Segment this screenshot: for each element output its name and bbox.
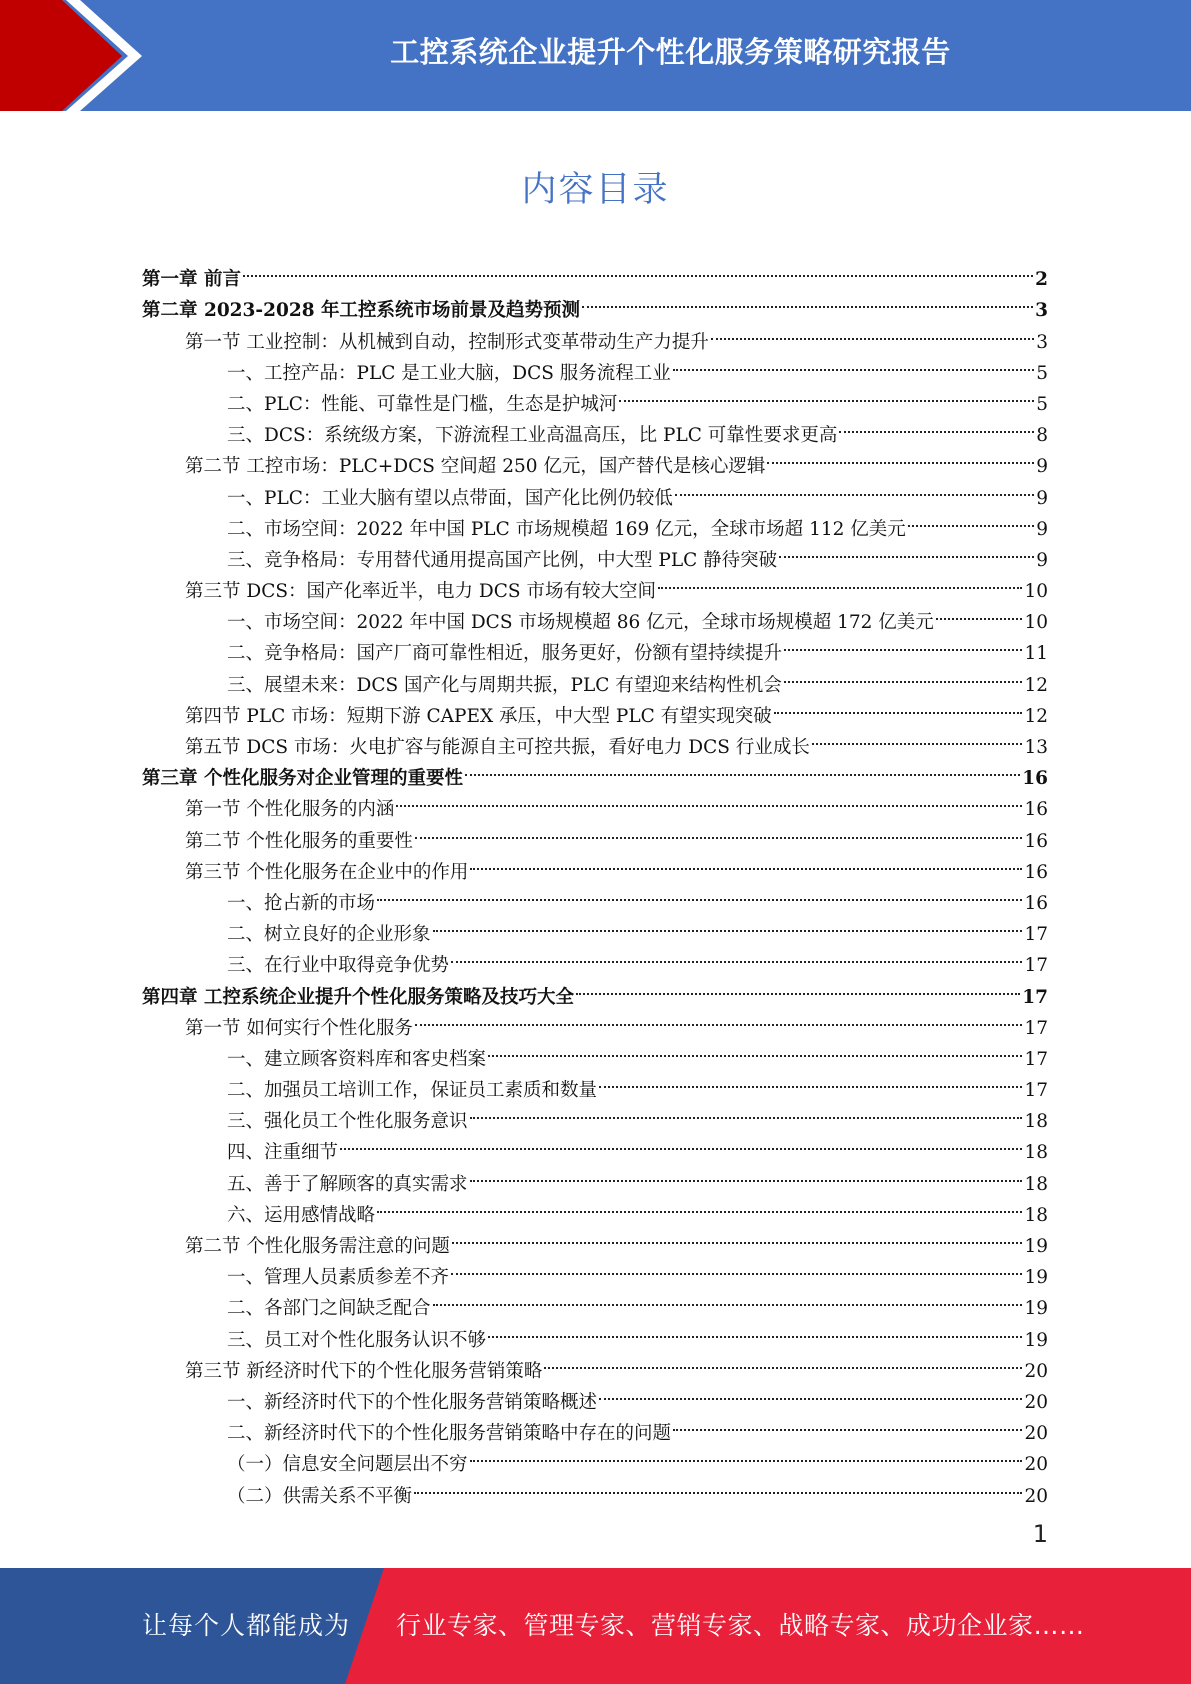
toc-entry-page: 9	[1036, 549, 1048, 571]
toc-entry-page: 9	[1036, 518, 1048, 540]
toc-entry[interactable]	[142, 285, 1048, 322]
toc-entry-label: 第二节 个性化服务需注意的问题	[185, 1236, 450, 1257]
toc-entry-label: （一）信息安全问题层出不穷	[227, 1454, 468, 1476]
toc-dot-leader	[414, 1470, 1022, 1501]
toc-dot-leader	[936, 597, 1023, 628]
toc-entry-label: 一、新经济时代下的个性化服务营销策略概述	[227, 1391, 598, 1413]
toc-entry-label: 二、加强员工培训工作，保证员工素质和数量	[227, 1080, 598, 1102]
toc-entry-label: 二、各部门之间缺乏配合	[227, 1298, 431, 1320]
toc-entry-page: 2	[1035, 269, 1048, 291]
toc-dot-leader	[673, 348, 1034, 379]
toc-entry-label: 一、市场空间：2022 年中国 DCS 市场规模超 86 亿元，全球市场规模超 172 亿美元	[227, 612, 934, 634]
toc-dot-leader	[576, 971, 1020, 1002]
toc-entry-label: 第一章 前言	[142, 269, 241, 291]
page-number: 1	[1032, 1520, 1048, 1548]
toc-dot-leader	[433, 909, 1023, 940]
toc-entry-label: 三、竞争格局：专用替代通用提高国产比例，中大型 PLC 静待突破	[227, 549, 778, 571]
toc-entry-label: 第三节 新经济时代下的个性化服务营销策略	[185, 1360, 543, 1382]
toc-entry-label: 三、员工对个性化服务认识不够	[227, 1329, 487, 1351]
toc-dot-leader	[396, 784, 1022, 815]
toc-entry-label: 三、DCS：系统级方案，下游流程工业高温高压，比 PLC 可靠性要求更高	[227, 425, 838, 447]
toc-entry-page: 16	[1024, 861, 1048, 883]
toc-entry-page: 17	[1024, 924, 1048, 946]
toc-entry-label: 二、竞争格局：国产厂商可靠性相近，服务更好，份额有望持续提升	[227, 643, 783, 665]
toc-entry-page: 18	[1024, 1111, 1048, 1133]
toc-dot-leader	[675, 472, 1034, 503]
toc-entry-page: 12	[1024, 705, 1048, 727]
toc-entry-page: 3	[1035, 300, 1048, 322]
toc-entry-label: 第四章 工控系统企业提升个性化服务策略及技巧大全	[142, 986, 574, 1008]
header-red-arrow-decoration	[0, 0, 150, 111]
toc-entry-label: 六、运用感情战略	[227, 1204, 376, 1226]
toc-entry-label: 第三节 DCS：国产化率近半，电力 DCS 市场有较大空间	[185, 581, 656, 603]
toc-entry-label: 四、注重细节	[227, 1142, 339, 1164]
toc-dot-leader	[488, 1314, 1022, 1345]
toc-entry-page: 20	[1024, 1391, 1048, 1413]
toc-entry-page: 9	[1036, 487, 1048, 509]
toc-entry-label: 一、抢占新的市场	[227, 892, 376, 914]
toc-entry-page: 19	[1024, 1329, 1048, 1351]
toc-dot-leader	[658, 566, 1022, 597]
toc-entry-page: 17	[1022, 986, 1048, 1008]
toc-dot-leader	[839, 410, 1034, 441]
toc-entry-label: 第二节 工控市场：PLC+DCS 空间超 250 亿元，国产替代是核心逻辑	[185, 456, 766, 478]
toc-entry-page: 11	[1024, 643, 1048, 665]
toc-entry-label: 二、市场空间：2022 年中国 PLC 市场规模超 169 亿元，全球市场超 112 亿美元	[227, 518, 906, 540]
toc-entry-page: 5	[1036, 362, 1048, 384]
toc-entry-page: 19	[1024, 1267, 1048, 1289]
toc-entry-page: 12	[1024, 674, 1048, 696]
footer-slogan-right: 行业专家、管理专家、营销专家、战略专家、成功企业家……	[396, 1611, 1085, 1640]
toc-dot-leader	[812, 722, 1023, 753]
toc-entry-label: 第二节 个性化服务的重要性	[185, 830, 413, 852]
toc-dot-leader	[767, 441, 1034, 472]
toc-entry-label: 第五节 DCS 市场：火电扩容与能源自主可控共振，看好电力 DCS 行业成长	[185, 737, 810, 758]
toc-entry[interactable]	[142, 254, 1048, 291]
toc-dot-leader	[779, 535, 1034, 566]
toc-entry-label: 一、PLC：工业大脑有望以点带面，国产化比例仍较低	[227, 487, 673, 509]
toc-entry-page: 18	[1024, 1204, 1048, 1226]
toc-dot-leader	[784, 628, 1022, 659]
toc-dot-leader	[415, 1003, 1023, 1034]
toc-dot-leader	[488, 1034, 1022, 1065]
toc-dot-leader	[582, 285, 1033, 316]
toc-dot-leader	[452, 1221, 1023, 1252]
toc-entry-page: 3	[1036, 331, 1048, 353]
toc-entry-page: 20	[1024, 1360, 1048, 1382]
toc-dot-leader	[377, 878, 1022, 909]
toc-entry-page: 16	[1024, 892, 1048, 914]
toc-entry-page: 19	[1024, 1298, 1048, 1320]
toc-entry-page: 17	[1024, 1080, 1048, 1102]
toc-entry-label: 三、在行业中取得竞争优势	[227, 955, 450, 977]
toc-entry-page: 17	[1024, 1017, 1048, 1039]
footer-slogan-left: 让每个人都能成为	[142, 1611, 351, 1640]
toc-entry-page: 10	[1024, 612, 1048, 634]
toc-entry-label: 五、善于了解顾客的真实需求	[227, 1173, 468, 1195]
toc-dot-leader	[711, 316, 1034, 347]
toc-dot-leader	[340, 1127, 1022, 1158]
toc-entry-page: 8	[1036, 425, 1048, 447]
toc-entry-page: 17	[1024, 1048, 1048, 1070]
header-banner	[0, 0, 1191, 111]
toc-entry-page: 19	[1024, 1236, 1048, 1257]
toc-entry-page: 18	[1024, 1142, 1048, 1164]
toc-dot-leader	[599, 1065, 1022, 1096]
toc-entry-page: 5	[1036, 393, 1048, 415]
toc-entry-page: 9	[1036, 456, 1048, 478]
toc-dot-leader	[470, 1158, 1023, 1189]
toc-dot-leader	[908, 504, 1034, 535]
toc-entry-label: 三、强化员工个性化服务意识	[227, 1111, 468, 1133]
toc-dot-leader	[377, 1190, 1022, 1221]
toc-entry-label: （二）供需关系不平衡	[227, 1485, 413, 1507]
toc-entry-label: 二、树立良好的企业形象	[227, 924, 431, 946]
toc-entry-label: 第四节 PLC 市场：短期下游 CAPEX 承压，中大型 PLC 有望实现突破	[185, 705, 772, 727]
toc-entry-label: 一、建立顾客资料库和客史档案	[227, 1048, 487, 1070]
toc-entry-label: 三、展望未来：DCS 国产化与周期共振，PLC 有望迎来结构性机会	[227, 674, 782, 696]
toc-entry-label: 第一节 工业控制：从机械到自动，控制形式变革带动生产力提升	[185, 331, 709, 353]
toc-entry-page: 18	[1024, 1173, 1048, 1195]
toc-heading: 内容目录	[521, 170, 670, 210]
toc-dot-leader	[599, 1377, 1022, 1408]
toc-dot-leader	[784, 659, 1023, 690]
toc-entry-page: 20	[1024, 1454, 1048, 1476]
toc-dot-leader	[415, 815, 1023, 846]
toc-entry-page: 20	[1024, 1423, 1048, 1445]
toc-dot-leader	[470, 847, 1022, 878]
toc-entry-label: 第三章 个性化服务对企业管理的重要性	[142, 768, 463, 790]
toc-dot-leader	[619, 379, 1034, 410]
toc-entry-page: 17	[1024, 955, 1048, 977]
table-of-contents	[142, 254, 1048, 1507]
toc-dot-leader	[673, 1408, 1022, 1439]
toc-dot-leader	[470, 1439, 1023, 1470]
report-title: 工控系统企业提升个性化服务策略研究报告	[390, 35, 951, 69]
footer-banner	[0, 1568, 1191, 1684]
toc-entry-label: 第三节 个性化服务在企业中的作用	[185, 861, 469, 883]
toc-dot-leader	[774, 691, 1023, 722]
toc-entry-label: 二、新经济时代下的个性化服务营销策略中存在的问题	[227, 1423, 672, 1445]
toc-dot-leader	[451, 1252, 1022, 1283]
toc-dot-leader	[465, 753, 1020, 784]
toc-dot-leader	[544, 1346, 1022, 1377]
toc-entry-label: 一、工控产品：PLC 是工业大脑，DCS 服务流程工业	[227, 362, 671, 384]
toc-entry-page: 20	[1024, 1485, 1048, 1507]
toc-entry-page: 16	[1024, 799, 1048, 821]
toc-entry-label: 第一节 个性化服务的内涵	[185, 799, 395, 821]
toc-dot-leader	[433, 1283, 1023, 1314]
toc-dot-leader	[243, 254, 1033, 285]
toc-entry-label: 第二章 2023-2028 年工控系统市场前景及趋势预测	[142, 300, 581, 322]
toc-entry-page: 16	[1024, 830, 1048, 852]
toc-dot-leader	[470, 1096, 1023, 1127]
toc-entry-label: 一、管理人员素质参差不齐	[227, 1267, 450, 1289]
toc-entry-label: 二、PLC：性能、可靠性是门槛，生态是护城河	[227, 393, 618, 415]
toc-dot-leader	[451, 940, 1022, 971]
toc-entry-label: 第一节 如何实行个性化服务	[185, 1017, 413, 1039]
toc-entry-page: 16	[1022, 768, 1048, 790]
toc-entry-page: 13	[1024, 737, 1048, 758]
toc-entry-page: 10	[1024, 581, 1048, 603]
